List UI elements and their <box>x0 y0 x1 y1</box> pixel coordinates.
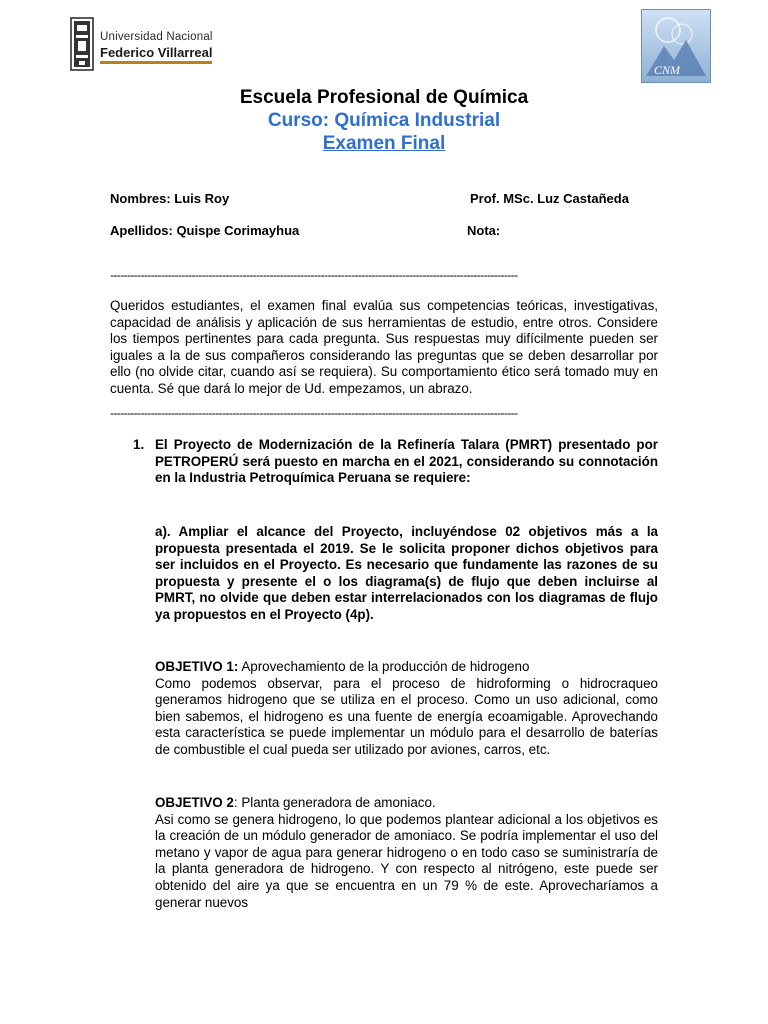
objective-2-label: OBJETIVO 2 <box>155 795 234 810</box>
course-title: Curso: Química Industrial <box>267 110 501 131</box>
objective-2-title: : Planta generadora de amoniaco. <box>233 795 436 810</box>
university-logo <box>70 17 212 71</box>
objective-2-body: Asi como se genera hidrogeno, lo que podemos plantear adicional a los objetivos es la creación de un módulo generador de amoniaco. Se podría implementar el uso del metano y vapor de agua para generar hidrogeno o en todo caso se suministraría de la planta generadora de hidrogeno. Y con respecto al nitrógeno, este puede ser obtenido del aire ya que se encuentra en un 79 % de este. Aprovecharíamos a generar nuevos <box>155 811 658 910</box>
university-crest-icon <box>70 17 94 71</box>
exam-title: Examen Final <box>322 133 446 154</box>
question-number: 1. <box>133 437 145 452</box>
question-text: El Proyecto de Modernización de la Refinería Talara (PMRT) presentado por PETROPERÚ será puesto en marcha en el 2021, considerando su connotación en la Industria Petroquímica Peruana se requiere: <box>155 437 658 486</box>
grade-label: Nota: <box>467 223 501 238</box>
student-last-names: Apellidos: Quispe Corimayhua <box>110 223 300 238</box>
objective-1-body: Como podemos observar, para el proceso de hidroforming o hidrocraqueo generamos hidrogeno que se utiliza en el proceso. Como un uso adicional, como bien sabemos, el hidrogeno es una fuente de energía ecoamigable. Aprovechando esta característica se puede implementar un módulo para el desarrollo de baterías de combustible el cual pueda ser utilizado por aviones, carros, etc. <box>155 675 658 757</box>
school-title: Escuela Profesional de Química <box>239 87 529 108</box>
logo-underline <box>100 61 212 64</box>
question-part-a: a). Ampliar el alcance del Proyecto, incluyéndose 02 objetivos más a la propuesta presentada el 2019. Se le solicita proponer dichos objetivos para ser incluidos en el Proyecto. Es necesario que fundamente las razones de su propuesta y presente el o los diagrama(s) de flujo que deben incluirse al PMRT, no olvide que deben estar interrelacionados con los diagramas de flujo ya propuestos en el Proyecto (4p). <box>155 524 658 622</box>
objective-1 <box>155 659 658 759</box>
university-name-line1: Universidad Nacional <box>100 31 213 43</box>
intro-paragraph: Queridos estudiantes, el examen final evalúa sus competencias teóricas, investigativas, capacidad de análisis y aplicación de sus herramientas de estudio, entre otros. Considere los tiempos pertinentes para cada pregunta. Sus respuestas muy difícilmente pueden ser iguales a la de sus compañeros considerando las preguntas que se deben desarrollar por ello (no olvide citar, cuando así se requiera). Su comportamiento ético será tomado muy en cuenta. Sé que dará lo mejor de Ud. empezamos, un abrazo. <box>110 298 658 396</box>
separator-bottom: ------------------------------------------------------------------------------------------------------------------------ <box>110 406 518 420</box>
objective-2 <box>155 795 658 911</box>
student-names: Nombres: Luis Roy <box>110 191 230 206</box>
objective-1-label: OBJETIVO 1: <box>155 659 239 674</box>
objective-1-heading <box>155 659 658 676</box>
department-logo <box>641 9 711 83</box>
separator-top: ------------------------------------------------------------------------------------------------------------------------ <box>110 268 518 282</box>
department-logo-icon <box>642 10 710 82</box>
professor-name: Prof. MSc. Luz Castañeda <box>470 191 629 206</box>
objective-1-title: Aprovechamiento de la producción de hidrogeno <box>238 659 530 674</box>
department-logo-lettering: CNM <box>654 63 681 77</box>
objective-2-heading <box>155 795 658 812</box>
university-name-line2: Federico Villarreal <box>100 45 213 60</box>
